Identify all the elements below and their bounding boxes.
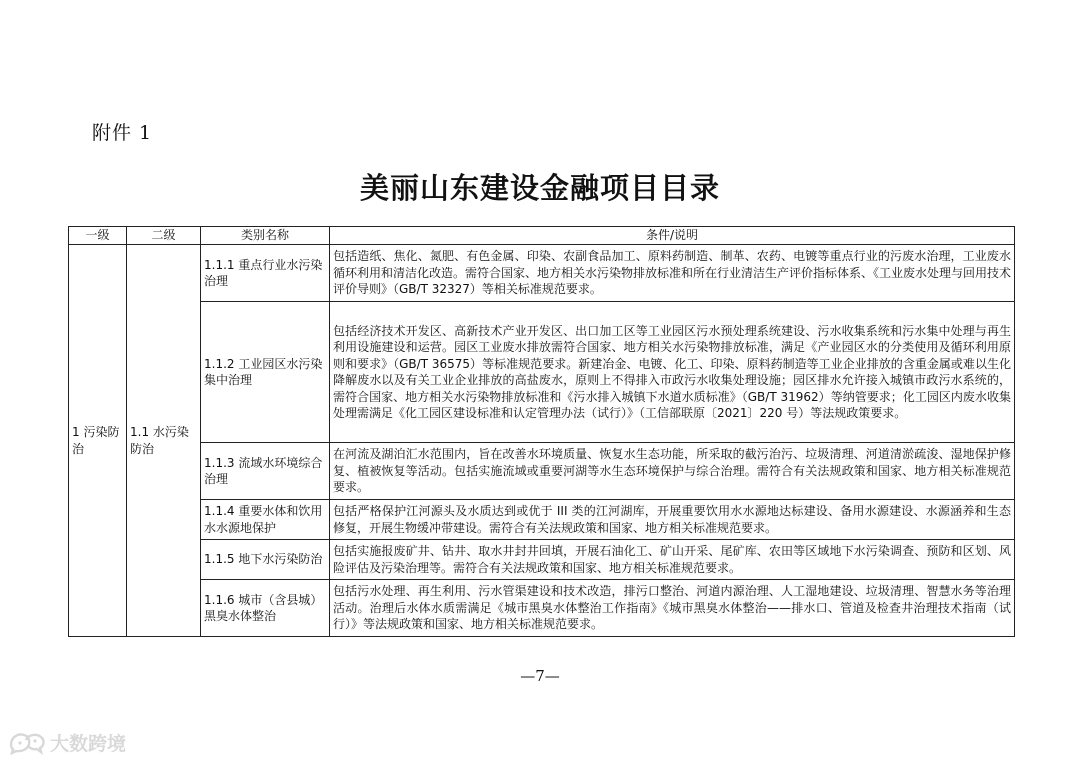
table-row [69, 580, 1015, 637]
document-title: 美丽山东建设金融项目目录 [359, 171, 720, 205]
category-description: 在河流及湖泊汇水范围内，旨在改善水环境质量、恢复水生态功能，所采取的截污治污、垃圾清理、河道清淤疏浚、湿地保护修复、植被恢复等活动。包括实施流域或重要河湖等水生态环境保护与综合治理。需符合有关法规政策和国家、地方相关标准规范要求。 [330, 443, 1015, 500]
category-name: 1.1.3 流域水环境综合治理 [201, 443, 330, 500]
watermark-text: 大数跨境 [50, 733, 127, 755]
category-name: 1.1.2 工业园区水污染集中治理 [201, 302, 330, 443]
level2-cell: 1.1 水污染防治 [127, 245, 201, 637]
category-description: 包括污水处理、再生利用、污水管渠建设和技术改造，排污口整治、河道内源治理、人工湿地建设、垃圾清理、智慧水务等治理活动。治理后水体水质需满足《城市黑臭水体整治工作指南》《城市黑臭水体整治——排水口、管道及检查井治理技术指南（试行）》等法规政策和国家、地方相关标准规范要求。 [330, 580, 1015, 637]
category-name: 1.1.6 城市（含县城）黑臭水体整治 [201, 580, 330, 637]
table-row [69, 500, 1015, 540]
page-number: —7— [520, 667, 560, 685]
category-name: 1.1.1 重点行业水污染治理 [201, 245, 330, 302]
level1-cell: 1 污染防治 [69, 245, 127, 637]
category-description: 包括经济技术开发区、高新技术产业开发区、出口加工区等工业园区污水预处理系统建设、污水收集系统和污水集中处理与再生利用设施建设和运营。园区工业废水排放需符合国家、地方相关水污染物排放标准，满足《产业园区水的分类使用及循环利用原则和要求》（GB/T 36575）等标准规范要求。新建冶金、电镀、化工、印染、原料药制造等工业企业排放的含重金属或难以生化降解废水以及有关工业企业排放的高盐废水，原则上不得排入市政污水收集处理设施；园区排水允许接入城镇市政污水系统的，需符合国家、地方相关水污染物排放标准和《污水排入城镇下水道水质标准》（GB/T 31962）等纳管要求；化工园区内废水收集处理需满足《化工园区建设标准和认定管理办法（试行）》（工信部联原〔2021〕220 号）等法规政策要求。 [330, 302, 1015, 443]
header-level2: 二级 [127, 227, 201, 245]
chat-bubbles-logo-icon [8, 731, 46, 755]
table-row [69, 302, 1015, 443]
category-description: 包括实施报废矿井、钻井、取水井封井回填，开展石油化工、矿山开采、尾矿库、农田等区域地下水污染调查、预防和区划、风险评估及污染治理等。需符合有关法规政策和国家、地方相关标准规范要求。 [330, 540, 1015, 580]
category-description: 包括造纸、焦化、氮肥、有色金属、印染、农副食品加工、原料药制造、制革、农药、电镀等重点行业的污废水治理，工业废水循环利用和清洁化改造。需符合国家、地方相关水污染物排放标准和所在行业清洁生产评价指标体系、《工业废水处理与回用技术评价导则》（GB/T 32327）等相关标准规范要求。 [330, 245, 1015, 302]
table-row [69, 443, 1015, 500]
header-category-name: 类别名称 [201, 227, 330, 245]
header-conditions: 条件/说明 [330, 227, 1015, 245]
project-catalog-table [68, 226, 1015, 637]
table-header-row [69, 227, 1015, 245]
watermark [8, 729, 126, 756]
table-row [69, 540, 1015, 580]
category-name: 1.1.5 地下水污染防治 [201, 540, 330, 580]
category-name: 1.1.4 重要水体和饮用水水源地保护 [201, 500, 330, 540]
category-description: 包括严格保护江河源头及水质达到或优于 III 类的江河湖库，开展重要饮用水水源地达标建设、备用水源建设、水源涵养和生态修复，开展生物缓冲带建设。需符合有关法规政策和国家、地方相关标准规范要求。 [330, 500, 1015, 540]
annex-label: 附件 1 [92, 122, 153, 144]
table-row [69, 245, 1015, 302]
header-level1: 一级 [69, 227, 127, 245]
